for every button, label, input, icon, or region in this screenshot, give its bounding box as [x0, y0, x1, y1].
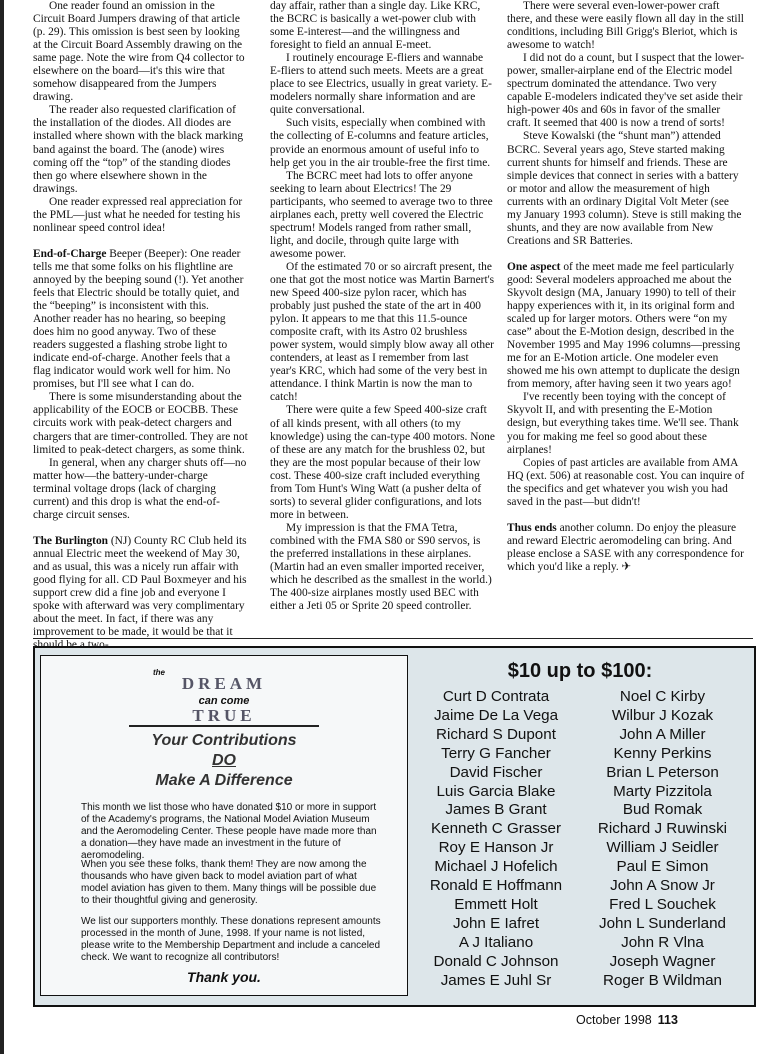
page-footer [576, 1013, 678, 1027]
donor-name: Noel C Kirby [619, 688, 706, 705]
thank-you: Thank you. [187, 969, 261, 985]
paragraph: There were quite a few Speed 400-size craft of all kinds present, with all others (to my knowledge) using the can-type 400 motors. None of these are any match for the brushless 02, but they are the most popular because of their low cost. These 400-size craft included everything from Tom Hunt's Wing Watt (a pusher delta of sorts) to several glider configurations, and lots more in between. [270, 404, 495, 521]
paragraph: The BCRC meet had lots to offer anyone seeking to learn about Electrics! The 29 participants, who seemed to average two to three airplanes each, pretty well covered the Electric spectrum! Models ranged from rather small, light, and docile, through quite large with awesome power. [270, 169, 493, 260]
donor-name: A J Italiano [458, 933, 534, 951]
paragraph-burlington [33, 535, 248, 652]
headline-do: DO [212, 752, 236, 769]
donor-name: Emmett Holt [454, 895, 538, 913]
donor-name: Bud Romak [622, 801, 703, 819]
donor-name: John A Miller [619, 725, 706, 743]
donor-list-title: $10 up to $100: [507, 660, 653, 682]
donor-name: David Fischer [449, 763, 543, 781]
donor-name: Terry G Fancher [441, 744, 551, 762]
paragraph-end-of-charge [33, 248, 248, 392]
paragraph-text: Beeper (Beeper): One reader tells me that some folks on his flightline are annoyed by the beeping sound (!). Yet another feels that Electric should be totally quiet, and the “beeping” is inconsistent with this. Another reader has no hearing, so beeping does him no good anyway. Two of these readers suggested a flashing strobe light to indicate end-of-charge. Another feels that a flag indicator would work well for him. No promises, but I'll see what I can do. [33, 247, 244, 391]
donor-name: John R Vlna [621, 933, 704, 951]
donor-name: Marty Pizzitola [613, 782, 712, 800]
headline-contributions: Your Contributions [151, 732, 297, 749]
issue-date: October 1998 [576, 1013, 652, 1027]
donor-list-right [575, 688, 750, 991]
donor-name: Ronald E Hoffmann [429, 877, 563, 895]
donor-advertisement [33, 646, 756, 1007]
paragraph: Of the estimated 70 or so aircraft present, the one that got the most notice was Martin Barnert's new Speed 400-size pylon racer, which has probably just pushed the state of the art in 400 pylon. It appears to me that this 11.5-ounce composite craft, with its Astro 02 brushless power system, would simply blow away all other contenders, at least as I remember from last year's KRC, which had some of the very best in attendance. I think Martin is now the man to catch! [270, 260, 495, 404]
run-in-head: End-of-Charge [33, 247, 107, 260]
paragraph-thus-ends [507, 522, 745, 574]
column-1 [33, 0, 248, 639]
headline-difference: Make A Difference [155, 772, 293, 789]
donor-name: Joseph Wagner [609, 952, 716, 970]
logo-underline [129, 725, 319, 727]
paragraph-text: (NJ) County RC Club held its annual Electric meet the weekend of May 30, and as usual, this was a nicely run affair with good flying for all. CD Paul Boxmeyer and his support crew did a fine job and everyone I spoke with afterward was very complimentary about the meet. In fact, if there was any improvement to be made, it would be that it [33, 534, 247, 639]
run-in-head: The Burlington [33, 534, 109, 547]
donor-name: Richard S Dupont [436, 725, 556, 743]
donor-name: Michael J Hofelich [434, 858, 558, 876]
donor-name: Brian L Peterson [606, 763, 719, 781]
donor-name: Kenneth C Grasser [431, 820, 561, 838]
column-3 [507, 0, 745, 636]
paragraph: One reader expressed real appreciation for the PML—just what he needed for testing his nonlinear speed control idea! [33, 195, 243, 234]
paragraph: I did not do a count, but I suspect that the lower-power, smaller-airplane end of the Electric model spectrum dominated the attendance. Two very capable E-modelers indicated they've set aside their high-power 40s and 60s in favor of the smaller craft. It seemed that 400 is now a trend of sorts! [507, 52, 745, 130]
donor-name: Paul E Simon [616, 858, 709, 876]
paragraph: Steve Kowalski (the “shunt man”) attended BCRC. Several years ago, Steve started making current shunts for himself and friends. These are simple devices that connect in series with a battery or motor and allow the measurement of high currents with an ordinary Digital Volt Meter (see my January 1993 column). Steve is still making the shunts, and they are now available from New Creations and SR Batteries. [507, 130, 742, 247]
column-2 [270, 0, 495, 636]
donor-name: Roger B Wildman [602, 971, 722, 989]
paragraph: There were several even-lower-power craft there, and these were easily flown all day in the still conditions, including Bill Grigg's Bleriot, which is awesome to watch! [507, 0, 744, 52]
donor-list-left [411, 688, 581, 991]
donor-name: Roy E Hanson Jr [438, 839, 554, 857]
paragraph: Such visits, especially when combined with the collecting of E-columns and feature articles, provide an enormous amount of useful info to help get you in the air trouble-free the first time. [270, 117, 491, 169]
donor-name: John L Sunderland [599, 914, 726, 932]
donor-name: Curt D Contrata [442, 688, 550, 705]
paragraph-one-aspect [507, 261, 745, 391]
donor-name: James E Juhl Sr [440, 971, 552, 989]
paragraph: In general, when any charger shuts off—no matter how—the battery-under-charge terminal voltage drops (lack of charging current) and this drop is what the end-of-charge circuit senses. [33, 456, 247, 521]
donor-name: John A Snow Jr [610, 877, 715, 895]
donor-name: John E Iafret [452, 914, 540, 932]
paragraph: My impression is that the FMA Tetra, combined with the FMA S80 or S90 servos, is the preferred installations in these airplanes. (Martin had an even smaller imported receiver, which he described as the smallest in the world.) The 400-size airplanes mostly used BEC with either a Jeti 05 or Sprite 20 speed controller. [270, 521, 492, 613]
donor-name: Richard J Ruwinski [597, 820, 728, 838]
paragraph: I've recently been toying with the concept of Skyvolt II, and with presenting the E-Motion design, but everything takes time. We'll see. Thank you for making me feel so good about these airplanes! [507, 391, 739, 456]
logo-can-come: can come [198, 695, 250, 707]
donor-paragraph: When you see these folks, thank them! They are now among the thousands who have given back to model aviation part of what model aviation has given to them. Many things will be possible due to their thoughtful giving and generosity. [81, 859, 377, 906]
logo-true: TRUE [192, 706, 256, 725]
page-number: 113 [657, 1013, 678, 1027]
paragraph: I routinely encourage E-fliers and wannabe E-fliers to attend such meets. Meets are a great place to see Electrics, usually in great variety. E-modelers normally share information and are quite conversational. [270, 52, 492, 117]
donor-name: Kenny Perkins [613, 744, 712, 762]
donor-name: James B Grant [445, 801, 547, 819]
donor-paragraph: This month we list those who have donated $10 or more in support of the Academy's programs, the National Model Aviation Museum and the Aeromodeling Center. These people have made more than a donation—they have made an investment in the future of aeromodeling. [81, 802, 377, 861]
donor-name: Jaime De La Vega [433, 706, 559, 724]
donor-paragraph: We list our supporters monthly. These donations represent amounts processed in the month of June, 1998. If your name is not listed, please write to the Membership Department and include a canceled check. We want to recognize all contributors! [81, 916, 381, 963]
run-in-head: Thus ends [507, 521, 557, 534]
run-in-head: One aspect [507, 260, 561, 273]
section-divider [33, 638, 753, 639]
paragraph: Copies of past articles are available from AMA HQ (ext. 506) at reasonable cost. You can inquire of the specifics and get whatever you wish you had saved in the past—but didn't! [507, 456, 745, 508]
page-edge [0, 0, 4, 1054]
paragraph-text: of the meet made me feel particularly good: Several modelers approached me about the Skyvolt design (MA, January 1990) to tell of their happy experiences with it, in its original form and scaled up for larger motors. Others were “on my case” about the E-Motion design, described in the November 1995 and May 1996 columns—pressing me for an E-Motion article. One modeler even showed me his own attempt to duplicate the design from memory, after having seen it two years ago! [507, 260, 741, 391]
donor-name: Luis Garcia Blake [436, 782, 556, 800]
paragraph: day affair, rather than a single day. Like KRC, the BCRC is basically a wet-power club with some E-interest—and the willingness and foresight to field an annual E-meet. [270, 0, 481, 52]
paragraph-text: another column. Do enjoy the pleasure and reward Electric aeromodeling can bring. And please enclose a SASE with any correspondence for which you'd like a reply. ✈ [507, 521, 744, 573]
paragraph: There is some misunderstanding about the applicability of the EOCB or EOCBB. These circuits work with peak-detect chargers and chargers that are timer-controlled. They are not limited to peak-detect chargers, as some think. [33, 391, 248, 456]
donor-name: William J Seidler [606, 839, 719, 857]
article-body [33, 0, 753, 639]
donor-name: Fred L Souchek [609, 895, 716, 913]
paragraph: One reader found an omission in the Circuit Board Jumpers drawing of that article (p. 29). This omission is best seen by looking at the Circuit Board Assembly drawing on the same page. Note the wire from Q4 collector to elsewhere on the board—it's this wire that somehow disappeared from the Jumpers drawing. [33, 0, 245, 104]
donor-name: Donald C Johnson [433, 952, 559, 970]
dream-panel [40, 655, 408, 996]
logo-the: the [153, 668, 165, 677]
donor-name: Wilbur J Kozak [611, 706, 714, 724]
paragraph: The reader also requested clarification of the installation of the diodes. All diodes are installed where shown with the black marking band against the board. The (anode) wires coming off the “top” of the standing diodes then go where elsewhere shown in the drawings. [33, 104, 244, 195]
logo-dream: DREAM [181, 674, 267, 693]
